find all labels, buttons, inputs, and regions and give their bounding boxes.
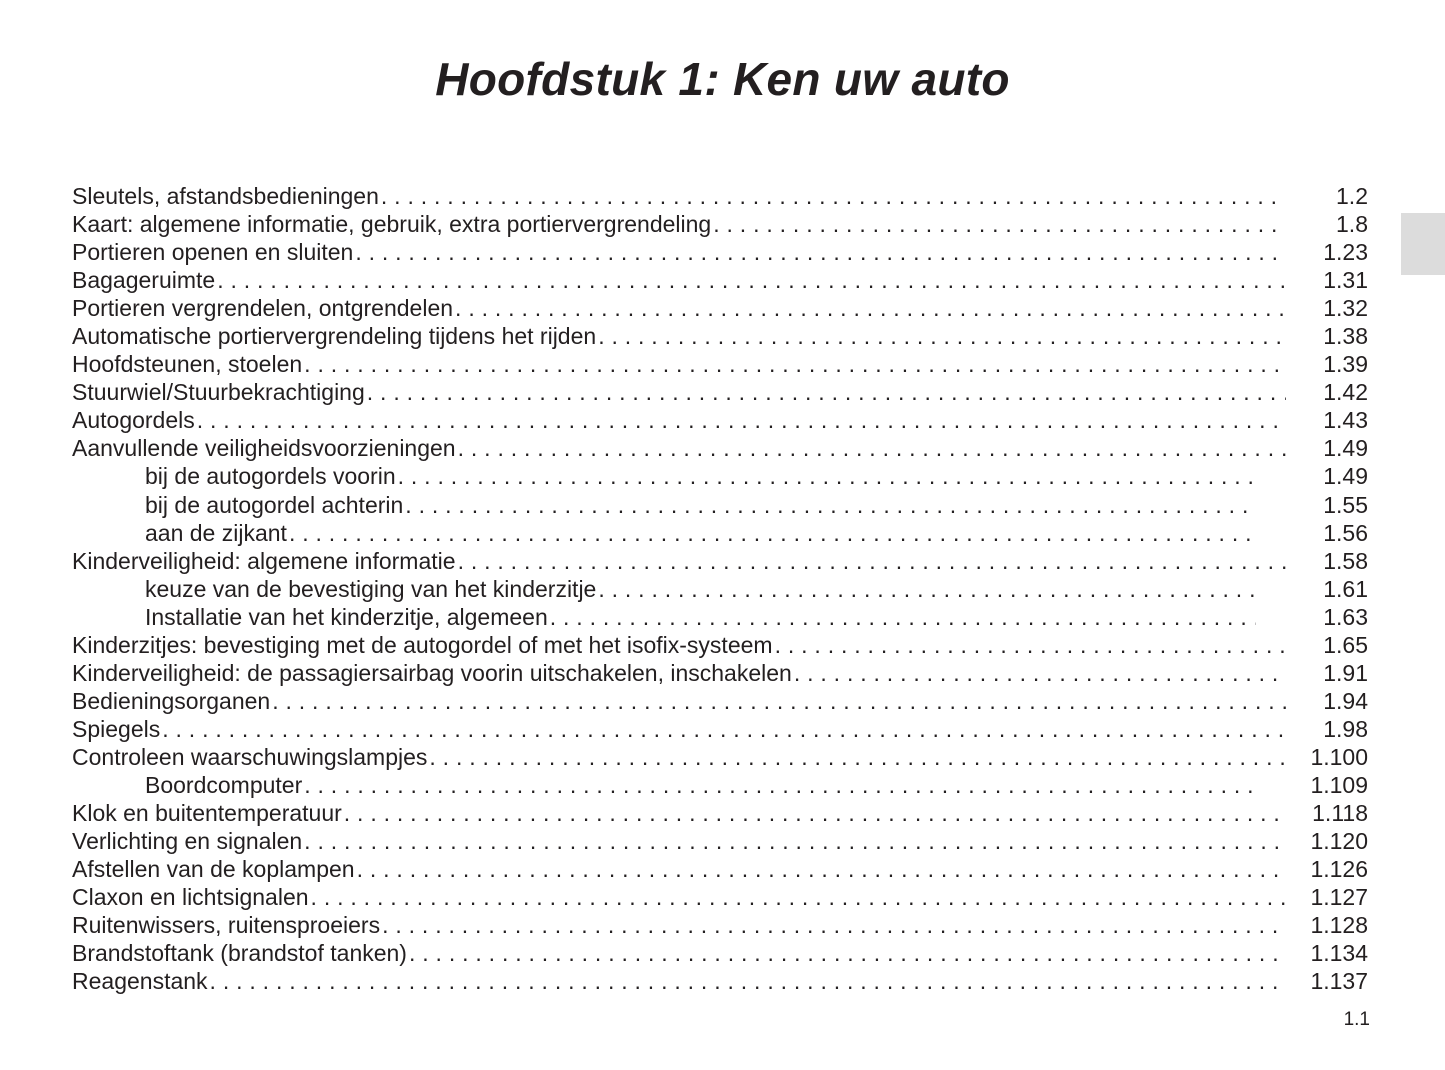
toc-entry-label: bij de autogordels voorin (145, 463, 396, 490)
toc-entry-page: 1.61 (1323, 575, 1368, 602)
toc-entry-label: Portieren openen en sluiten (72, 239, 354, 266)
toc-subentry[interactable] (72, 575, 1368, 603)
toc-entry[interactable] (72, 687, 1368, 715)
dot-leader (304, 771, 1256, 799)
toc-entry-page: 1.2 (1336, 183, 1368, 209)
toc-entry[interactable] (72, 238, 1368, 266)
toc-entry-label: Bedieningsorganen (72, 687, 271, 714)
toc-entry-label: Installatie van het kinderzitje, algemeen (145, 603, 548, 630)
toc-entry-page: 1.128 (1310, 912, 1368, 939)
toc-entry-label: Sleutels, afstandsbedieningen (72, 183, 379, 209)
toc-entry-page: 1.49 (1323, 435, 1368, 462)
toc-entry[interactable] (72, 547, 1368, 575)
toc-entry-page: 1.55 (1323, 491, 1368, 518)
dot-leader (344, 799, 1286, 827)
chapter-title: Hoofdstuk 1: Ken uw auto (435, 52, 1010, 105)
dot-leader (381, 182, 1286, 210)
toc-entry[interactable] (72, 939, 1368, 967)
toc-entry-page: 1.127 (1310, 884, 1368, 911)
toc-entry-page: 1.100 (1310, 743, 1368, 770)
dot-leader (367, 378, 1286, 406)
toc-entry-label: Portieren vergrendelen, ontgrendelen (72, 295, 454, 322)
toc-entry[interactable] (72, 350, 1368, 378)
dot-leader (272, 687, 1286, 715)
toc-entry[interactable] (72, 967, 1368, 995)
toc-entry[interactable] (72, 182, 1368, 210)
dot-leader (162, 715, 1286, 743)
toc-entry-page: 1.63 (1323, 603, 1368, 630)
toc-entry[interactable] (72, 406, 1368, 434)
toc-entry-label: Controleen waarschuwingslampjes (72, 743, 428, 770)
toc-entry[interactable] (72, 378, 1368, 406)
toc-entry-page: 1.38 (1323, 323, 1368, 350)
toc-entry[interactable] (72, 883, 1368, 911)
toc-entry-page: 1.58 (1323, 547, 1368, 574)
toc-entry-page: 1.39 (1323, 351, 1368, 378)
toc-entry-label: Verlichting en signalen (72, 828, 303, 855)
dot-leader (550, 603, 1256, 631)
toc-entry-label: Claxon en lichtsignalen (72, 884, 309, 911)
toc-entry-page: 1.23 (1323, 239, 1368, 266)
toc-entry-label: Autogordels (72, 407, 195, 434)
dot-leader (775, 631, 1286, 659)
toc-entry[interactable] (72, 799, 1368, 827)
toc-entry[interactable] (72, 911, 1368, 939)
page-number: 1.1 (1343, 1009, 1370, 1030)
dot-leader (304, 350, 1286, 378)
toc-entry-label: Ruitenwissers, ruitensproeiers (72, 912, 381, 939)
toc-entry[interactable] (72, 434, 1368, 462)
toc-entry-label: Reagenstank (72, 968, 208, 995)
toc-entry-label: Hoofdsteunen, stoelen (72, 351, 303, 378)
dot-leader (794, 659, 1286, 687)
toc-entry-page: 1.109 (1310, 771, 1368, 798)
toc-entry-label: Kinderzitjes: bevestiging met de autogordel of met het isofix-systeem (72, 631, 773, 658)
toc-entry-label: Kinderveiligheid: algemene informatie (72, 547, 456, 574)
toc-entry-page: 1.120 (1310, 828, 1368, 855)
toc-subentry[interactable] (72, 491, 1368, 519)
dot-leader (311, 883, 1286, 911)
toc-entry-page: 1.91 (1323, 659, 1368, 686)
table-of-contents (72, 182, 1368, 995)
dot-leader (382, 911, 1286, 939)
toc-entry[interactable] (72, 294, 1368, 322)
dot-leader (458, 434, 1286, 462)
dot-leader (713, 210, 1286, 238)
toc-entry-label: Automatische portiervergrendeling tijdens het rijden (72, 323, 597, 350)
toc-entry[interactable] (72, 631, 1368, 659)
toc-entry-page: 1.42 (1323, 379, 1368, 406)
toc-entry-page: 1.126 (1310, 856, 1368, 883)
toc-entry-label: Brandstoftank (brandstof tanken) (72, 940, 407, 967)
toc-entry-label: aan de zijkant (145, 519, 287, 546)
toc-subentry[interactable] (72, 519, 1368, 547)
toc-entry[interactable] (72, 743, 1368, 771)
toc-entry-page: 1.65 (1323, 631, 1368, 658)
toc-entry-label: bij de autogordel achterin (145, 491, 404, 518)
toc-entry-page: 1.118 (1312, 800, 1368, 827)
dot-leader (429, 743, 1286, 771)
dot-leader (210, 967, 1286, 995)
chapter-side-tab (1401, 213, 1445, 275)
toc-entry[interactable] (72, 322, 1368, 350)
toc-entry-page: 1.98 (1323, 715, 1368, 742)
toc-entry[interactable] (72, 659, 1368, 687)
toc-entry-label: Bagageruimte (72, 267, 216, 294)
toc-entry-label: Kaart: algemene informatie, gebruik, extra portiervergrendeling (72, 211, 712, 238)
dot-leader (598, 575, 1256, 603)
toc-entry-page: 1.94 (1323, 687, 1368, 714)
toc-entry[interactable] (72, 827, 1368, 855)
toc-entry-page: 1.134 (1310, 940, 1368, 967)
dot-leader (409, 939, 1286, 967)
toc-entry[interactable] (72, 210, 1368, 238)
toc-subentry[interactable] (72, 771, 1368, 799)
toc-entry-page: 1.31 (1323, 267, 1368, 294)
dot-leader (405, 491, 1256, 519)
toc-subentry[interactable] (72, 462, 1368, 490)
toc-entry[interactable] (72, 266, 1368, 294)
toc-entry-label: Spiegels (72, 715, 161, 742)
dot-leader (197, 406, 1286, 434)
toc-entry-label: Afstellen van de koplampen (72, 856, 355, 883)
toc-entry-label: Boordcomputer (145, 771, 303, 798)
toc-subentry[interactable] (72, 603, 1368, 631)
toc-entry-label: Kinderveiligheid: de passagiersairbag voorin uitschakelen, inschakelen (72, 659, 792, 686)
toc-entry-page: 1.8 (1336, 211, 1368, 238)
dot-leader (357, 855, 1286, 883)
dot-leader (304, 827, 1286, 855)
dot-leader (289, 519, 1256, 547)
dot-leader (598, 322, 1286, 350)
toc-entry-page: 1.137 (1310, 968, 1368, 995)
toc-entry[interactable] (72, 715, 1368, 743)
dot-leader (455, 294, 1286, 322)
toc-entry-label: Stuurwiel/Stuurbekrachtiging (72, 379, 365, 406)
dot-leader (458, 547, 1286, 575)
toc-entry[interactable] (72, 855, 1368, 883)
toc-entry-page: 1.32 (1323, 295, 1368, 322)
toc-entry-page: 1.56 (1323, 519, 1368, 546)
toc-entry-label: Klok en buitentemperatuur (72, 800, 342, 827)
toc-entry-page: 1.43 (1323, 407, 1368, 434)
toc-entry-label: Aanvullende veiligheidsvoorzieningen (72, 435, 456, 462)
dot-leader (217, 266, 1286, 294)
dot-leader (398, 462, 1256, 490)
dot-leader (355, 238, 1286, 266)
toc-entry-label: keuze van de bevestiging van het kinderzitje (145, 575, 597, 602)
toc-entry-page: 1.49 (1323, 463, 1368, 490)
